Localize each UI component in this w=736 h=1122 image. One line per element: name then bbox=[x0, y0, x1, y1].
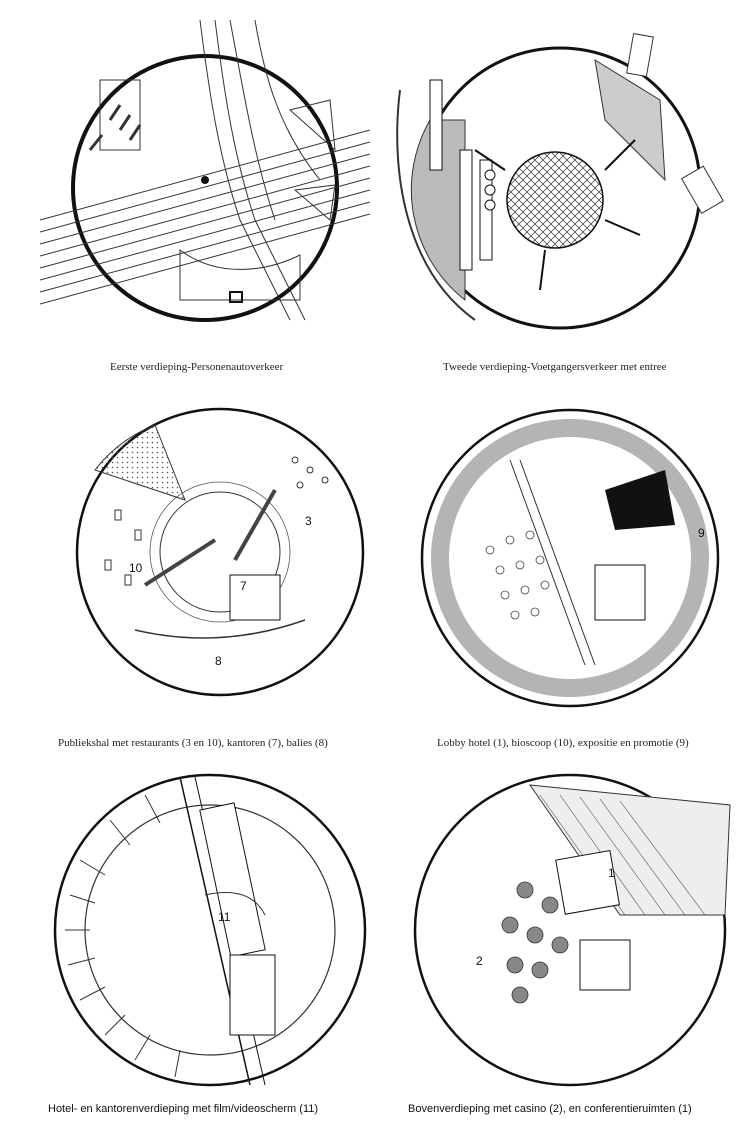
caption-public-hall: Publiekshal met restaurants (3 en 10), kantoren (7), balies (8) bbox=[58, 737, 328, 749]
floor-plan-public-hall bbox=[75, 400, 365, 710]
caption-lobby: Lobby hotel (1), bioscoop (10), expositie en promotie (9) bbox=[437, 737, 689, 749]
label-1: 1 bbox=[608, 866, 615, 880]
floor-plan-second bbox=[395, 20, 735, 350]
label-2: 2 bbox=[476, 954, 483, 968]
floor-plan-lobby bbox=[410, 400, 735, 720]
caption-upper-floor: Bovenverdieping met casino (2), en conferentieruimten (1) bbox=[408, 1103, 692, 1115]
floor-plan-hotel-offices bbox=[50, 765, 370, 1095]
floor-plan-first bbox=[40, 20, 370, 350]
caption-first-floor: Eerste verdieping-Personenautoverkeer bbox=[110, 361, 284, 373]
label-7: 7 bbox=[240, 579, 247, 593]
floor-plan-upper bbox=[410, 765, 735, 1095]
label-11: 11 bbox=[218, 910, 231, 924]
label-3: 3 bbox=[305, 514, 312, 528]
caption-second-floor: Tweede verdieping-Voetgangersverkeer met entree bbox=[443, 361, 667, 373]
label-9: 9 bbox=[698, 526, 705, 540]
label-8: 8 bbox=[215, 654, 222, 668]
label-10: 10 bbox=[129, 561, 143, 575]
caption-hotel-offices: Hotel- en kantorenverdieping met film/videoscherm (11) bbox=[48, 1103, 319, 1115]
